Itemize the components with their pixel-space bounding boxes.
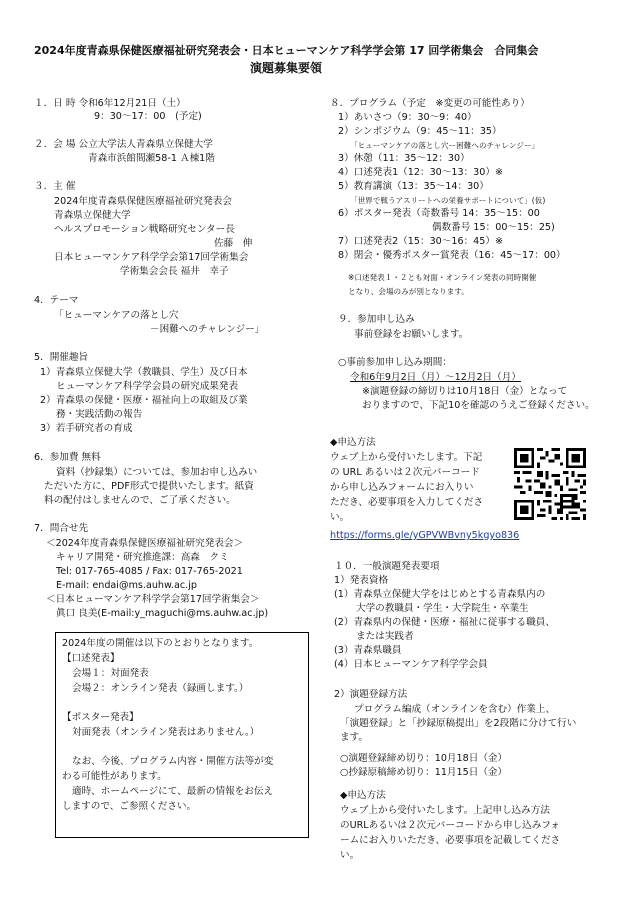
date-line: １．日 時 令和6年12月21日（土）	[34, 98, 186, 109]
registration-line: ※演題登録の締切りは10月18日（金）となって	[362, 386, 568, 397]
apply-line: ただき、必要事項を入力してくださ	[330, 497, 484, 508]
purpose-line: 2）青森県の保健・医療・福祉向上の取組及び業	[40, 395, 248, 406]
program-item: 2）シンポジウム（9：45～11：35）	[338, 126, 502, 137]
notice-line: わる可能性があります。	[62, 771, 167, 782]
program-item: 5）教育講演（13：35～14：30）	[338, 181, 489, 192]
venue-line: ２．会 場 公立大学法人青森県立保健大学	[34, 139, 213, 150]
organizer-heading: ３．主 催	[34, 181, 76, 192]
purpose-line: 3）若手研究者の育成	[40, 423, 133, 434]
venue-address: 青森市浜館間瀬58-1 Ａ棟1階	[88, 153, 215, 164]
program-item: 7）口述発表2（15：30～16：45）※	[338, 236, 504, 247]
contact-line: ＜2024年度青森県保健医療福祉研究発表会＞	[46, 538, 244, 549]
deadline-line: ○抄録原稿締め切り：11月15日（金）	[340, 767, 508, 778]
time-line: 9：30～17：00 (予定)	[94, 111, 202, 122]
apply-method-heading: ◆申込方法	[340, 790, 386, 801]
apply-method-line: ームにお入りいただき、必要事項を記載してくださ	[340, 835, 561, 846]
program-item: 6）ポスター発表（奇数番号 14：35～15：00	[338, 208, 540, 219]
notice-line: 会場２：オンライン発表（録画します。）	[72, 683, 249, 694]
purpose-line: 務・実践活動の報告	[56, 409, 143, 420]
notice-line: 【ポスター発表】	[62, 712, 139, 723]
program-item: 1）あいさつ（9：30～9：40）	[338, 112, 477, 123]
contact-line: キャリア開発・研究推進課：高森 クミ	[56, 552, 229, 563]
program-note: となり、会場のみが別となります。	[348, 287, 469, 296]
registration-period: 令和6年9月2日（月）～12月2日（月）	[350, 372, 521, 383]
presentation-subheading: 1）発表資格	[334, 575, 389, 586]
program-heading: ８．プログラム（予定 ※変更の可能性あり）	[330, 98, 530, 109]
submission-line: プログラム編成（オンラインを含む）作業上、	[354, 704, 556, 715]
notice-line: なお、今後、プログラム内容・開催方法等が変	[72, 756, 274, 767]
contact-heading: 7．問合せ先	[34, 523, 89, 534]
contact-line: ＜日本ヒューマンケア科学学会第17回学術集会＞	[46, 594, 260, 605]
apply-line: から申し込みフォームにお入りい	[330, 482, 474, 493]
notice-line: 【口述発表】	[62, 653, 120, 664]
program-item: 「世界で戦うアスリートへの栄養サポートについて」(仮)	[350, 196, 546, 205]
registration-line: おりますので、下記10を確認のうえご登録ください。	[362, 400, 595, 411]
organizer-line: 日本ヒューマンケア科学学会第17回学術集会	[54, 252, 249, 263]
apply-line: ウェブ上から受付いたします。下記	[330, 452, 483, 463]
notice-line: しますので、ご参照ください。	[62, 801, 197, 812]
program-item: 8）閉会・優秀ポスター賞発表（16：45～17：00）	[338, 250, 566, 261]
notice-line: 会場１：対面発表	[72, 668, 149, 679]
program-item: 「ヒューマンケアの落とし穴ー困難へのチャレンジー」	[350, 141, 540, 150]
eligibility-item: (1）青森県立保健大学をはじめとする青森県内の	[334, 589, 546, 600]
apply-method-line: のURLあるいは２次元バーコードから申し込みフォ	[340, 820, 561, 831]
organizer-line: 学術集会会長 福井 幸子	[120, 266, 229, 277]
notice-line: 適時、ホームページにて、最新の情報をお伝え	[72, 786, 274, 797]
document-subtitle: 演題募集要領	[250, 61, 323, 75]
notice-line: 2024年度の開催は以下のとおりとなります。	[62, 638, 259, 649]
submission-subheading: 2）演題登録方法	[334, 689, 408, 700]
eligibility-item: (4）日本ヒューマンケア科学学会員	[334, 659, 488, 670]
apply-heading: ◆申込方法	[330, 437, 376, 448]
organizer-line: ヘルスプロモーション戦略研究センター長	[54, 224, 235, 235]
organizer-line: 青森県立保健大学	[54, 210, 131, 221]
purpose-heading: 5．開催趣旨	[34, 352, 89, 363]
program-note: ※口述発表１・２とも対面・オンライン発表の同時開催	[348, 273, 537, 282]
submission-line: ます。	[340, 732, 369, 743]
apply-method-line: ウェブ上から受付いたします。上記申し込み方法	[340, 805, 550, 816]
fee-line: 料の配付はしませんので、ご了承ください。	[44, 495, 236, 506]
notice-line: 対面発表（オンライン発表はありません。）	[72, 727, 260, 738]
theme-line: 「ヒューマンケアの落とし穴	[54, 310, 179, 321]
contact-email[interactable]: 眞口 良美(E-mail:y_maguchi@ms.auhw.ac.jp)	[56, 608, 269, 619]
qr-code-icon[interactable]	[514, 448, 586, 520]
purpose-line: 1）青森県立保健大学（教職員、学生）及び日本	[40, 367, 248, 378]
registration-line: 事前登録をお願いします。	[354, 329, 469, 340]
eligibility-item: (3）青森県職員	[334, 645, 402, 656]
presentation-heading: １０．一般演題発表要項	[334, 561, 440, 572]
program-item: 3）休憩（11：35～12：30）	[338, 153, 470, 164]
application-url-link[interactable]: https://forms.gle/yGPVWBvny5kgyo836	[330, 530, 520, 541]
apply-line: い。	[330, 512, 350, 523]
fee-heading: 6．参加費 無料	[34, 452, 101, 463]
submission-line: 「演題登録」と「抄録原稿提出」を2段階に分けて行い	[340, 718, 577, 729]
fee-line: 資料（抄録集）については、参加お申し込みい	[56, 467, 258, 478]
purpose-line: ヒューマンケア科学学会員の研究成果発表	[56, 381, 239, 392]
apply-method-line: い。	[340, 850, 360, 861]
contact-email[interactable]: E-mail: endai@ms.auhw.ac.jp	[56, 580, 197, 591]
theme-line: －困難へのチャレンジー」	[150, 324, 265, 335]
registration-line: ○事前参加申し込み期間：	[338, 357, 452, 368]
organizer-line: 2024年度青森県保健医療福祉研究発表会	[54, 196, 232, 207]
eligibility-item: (2）青森県内の保健・医療・福祉に従事する職員、	[334, 617, 555, 628]
organizer-line: 佐藤 伸	[214, 238, 253, 249]
program-item: 4）口述発表1（12：30～13：30）※	[338, 167, 504, 178]
eligibility-item: または実践者	[356, 631, 414, 642]
eligibility-item: 大学の教職員・学生・大学院生・卒業生	[356, 603, 529, 614]
registration-heading: ９．参加申し込み	[338, 314, 415, 325]
theme-heading: 4．テーマ	[34, 295, 79, 306]
program-item: 偶数番号 15：00～15：25)	[432, 222, 555, 233]
contact-phone: Tel: 017-765-4085 / Fax: 017-765-2021	[56, 566, 243, 577]
fee-line: ただいた方に、PDF形式で提供いたします。紙資	[44, 481, 254, 492]
deadline-line: ○演題登録締め切り：10月18日（金）	[340, 753, 508, 764]
apply-line: の URL あるいは２次元バーコード	[330, 467, 480, 478]
document-title: 2024年度青森県保健医療福祉研究発表会・日本ヒューマンケア科学学会第 17 回学術集会 合同集会	[34, 44, 539, 57]
